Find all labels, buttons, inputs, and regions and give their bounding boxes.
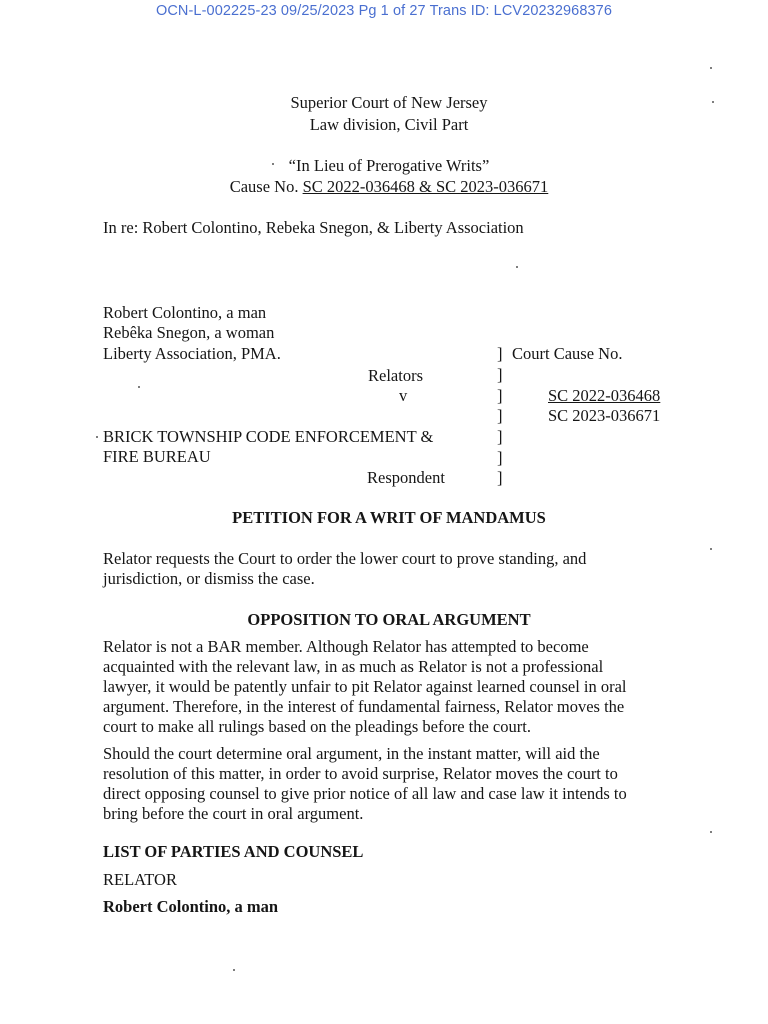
in-re-line: In re: Robert Colontino, Rebeka Snegon, & Liberty Association	[103, 218, 524, 237]
caption-bracket: ]	[497, 344, 503, 363]
relators-label: Relators	[368, 366, 423, 385]
writ-type: “In Lieu of Prerogative Writs”	[288, 156, 490, 175]
cause-prefix: Cause No.	[229, 177, 299, 196]
petition-heading: PETITION FOR A WRIT OF MANDAMUS	[232, 508, 546, 527]
versus-label: v	[399, 386, 408, 405]
opposition-heading: OPPOSITION TO ORAL ARGUMENT	[247, 610, 531, 629]
court-name: Superior Court of New Jersey	[290, 93, 488, 112]
respondent-line-2: FIRE BUREAU	[103, 447, 211, 466]
caption-bracket: ]	[497, 406, 503, 425]
scan-speck	[710, 548, 712, 550]
petition-body	[103, 549, 663, 589]
scan-speck	[516, 266, 518, 268]
caption-bracket: ]	[497, 448, 503, 467]
caption-bracket: ]	[497, 365, 503, 384]
petition-text: Relator requests the Court to order the lower court to prove standing, and jurisdiction, or dismiss the case.	[103, 549, 587, 588]
caption-bracket: ]	[497, 468, 503, 487]
opposition-text-1: Relator is not a BAR member. Although Relator has attempted to become acquainted with the relevant law, in as much as Relator is not a professional lawyer, it would be patently unfair to pit Relator against learned counsel in oral argument. Therefore, in the interest of fundamental fairness, Relator moves the court to make all rulings based on the pleadings before the court.	[103, 637, 627, 736]
scan-speck	[710, 831, 712, 833]
relator-section-label: RELATOR	[103, 870, 177, 889]
scan-speck	[712, 101, 714, 103]
relator-2: Rebêka Snegon, a woman	[103, 323, 275, 342]
opposition-text-2: Should the court determine oral argument, in the instant matter, will aid the resolution of this matter, in order to avoid surprise, Relator moves the court to direct opposing counsel to give prior notice of all law and case law it intends to bring before the court in oral argument.	[103, 744, 627, 823]
relator-1: Robert Colontino, a man	[103, 303, 267, 322]
scan-speck	[96, 436, 98, 438]
opposition-para-2	[103, 744, 648, 824]
caption-bracket: ]	[497, 386, 503, 405]
filing-stamp: OCN-L-002225-23 09/25/2023 Pg 1 of 27 Trans ID: LCV20232968376	[155, 3, 612, 19]
respondent-label: Respondent	[367, 468, 445, 487]
cause-line	[0, 176, 768, 197]
relator-name: Robert Colontino, a man	[103, 897, 279, 916]
scan-speck	[272, 163, 274, 165]
respondent-line-1: BRICK TOWNSHIP CODE ENFORCEMENT &	[103, 427, 434, 446]
relator-3: Liberty Association, PMA.	[103, 344, 281, 363]
court-division: Law division, Civil Part	[309, 115, 469, 134]
scan-speck	[710, 67, 712, 69]
scan-speck	[138, 386, 140, 388]
cause-numbers: SC 2022-036468 & SC 2023-036671	[302, 177, 549, 196]
court-cause-label: Court Cause No.	[512, 344, 623, 363]
opposition-para-1	[103, 637, 651, 737]
caption-bracket: ]	[497, 427, 503, 446]
scan-speck	[233, 969, 235, 971]
cause-number-1: SC 2022-036468	[548, 386, 661, 405]
cause-number-2: SC 2023-036671	[548, 406, 661, 425]
parties-heading: LIST OF PARTIES AND COUNSEL	[103, 842, 364, 861]
